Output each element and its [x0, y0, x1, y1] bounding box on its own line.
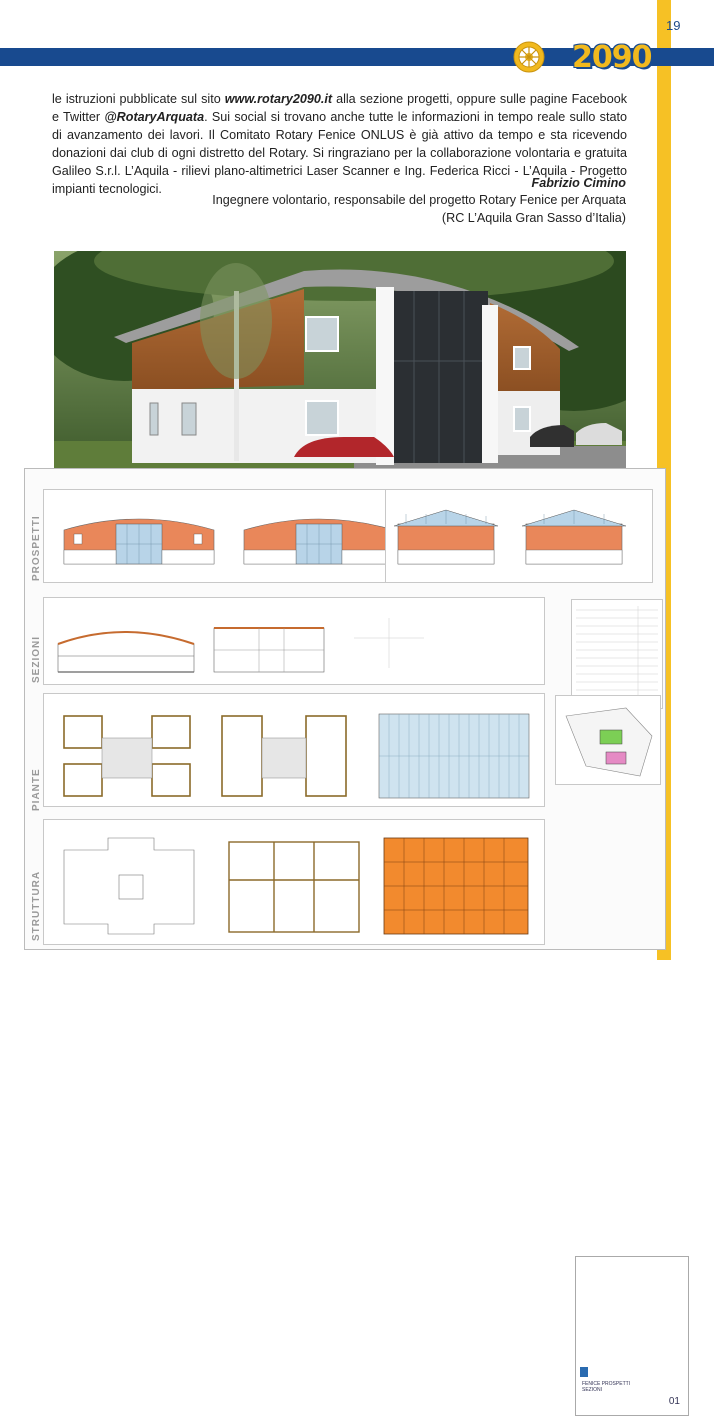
- district-logo: 2090: [572, 40, 652, 75]
- section-label-piante: PIANTE: [31, 768, 42, 811]
- page-number: 19: [666, 18, 681, 33]
- legend-table: [571, 599, 663, 709]
- site-link[interactable]: www.rotary2090.it: [224, 92, 333, 106]
- body-text-a: le istruzioni pubblicate sul sito: [52, 92, 225, 106]
- body-text-b: alla sezione progetti, oppure sulle pagine Facebook e Twitter: [52, 92, 627, 124]
- drawing-title-block: [575, 1256, 689, 1416]
- author-club: (RC L’Aquila Gran Sasso d’Italia): [441, 211, 626, 225]
- section-label-prospetti: PROSPETTI: [31, 515, 42, 581]
- section-label-sezioni: SEZIONI: [31, 635, 42, 683]
- header-band: [0, 48, 657, 66]
- body-text-c: . Sui social si trovano anche tutte le informazioni in tempo reale sullo stato di avanzamento dei lavori. Il Comitato Rotary Fenice ONLUS è già attivo da tempo e sta ricevendo donazioni dai club di ogni distretto del Rotary. Si ringraziano per la collaborazione volontaria e gratuita Galileo S.r.l. L’Aquila - rilievi plano-altimetrici Laser Scanner e Ing. Federica Ricci - L’Aquila - Progetto impianti tecnologici.: [52, 110, 627, 196]
- architectural-drawing-sheet: [24, 468, 680, 1407]
- author-role: Ingegnere volontario, responsabile del progetto Rotary Fenice per Arquata: [212, 193, 626, 207]
- prospetti-panel-side: [385, 489, 653, 583]
- building-photo: [54, 251, 626, 469]
- sezioni-panel: [43, 597, 545, 685]
- author-name: Fabrizio Cimino: [531, 176, 626, 190]
- rotary-gear-icon: [512, 40, 546, 74]
- titleblock-sheet-number: 01: [668, 1396, 680, 1407]
- piante-panel: [43, 693, 545, 807]
- titleblock-title: FENICE PROSPETTI SEZIONI: [582, 1381, 631, 1393]
- titleblock-logo-icon: [580, 1367, 588, 1377]
- prospetti-panel-front: [43, 489, 425, 583]
- section-label-struttura: STRUTTURA: [31, 870, 42, 941]
- social-handle[interactable]: @RotaryArquata: [104, 110, 205, 124]
- struttura-panel: [43, 819, 545, 945]
- site-plan: [555, 695, 661, 785]
